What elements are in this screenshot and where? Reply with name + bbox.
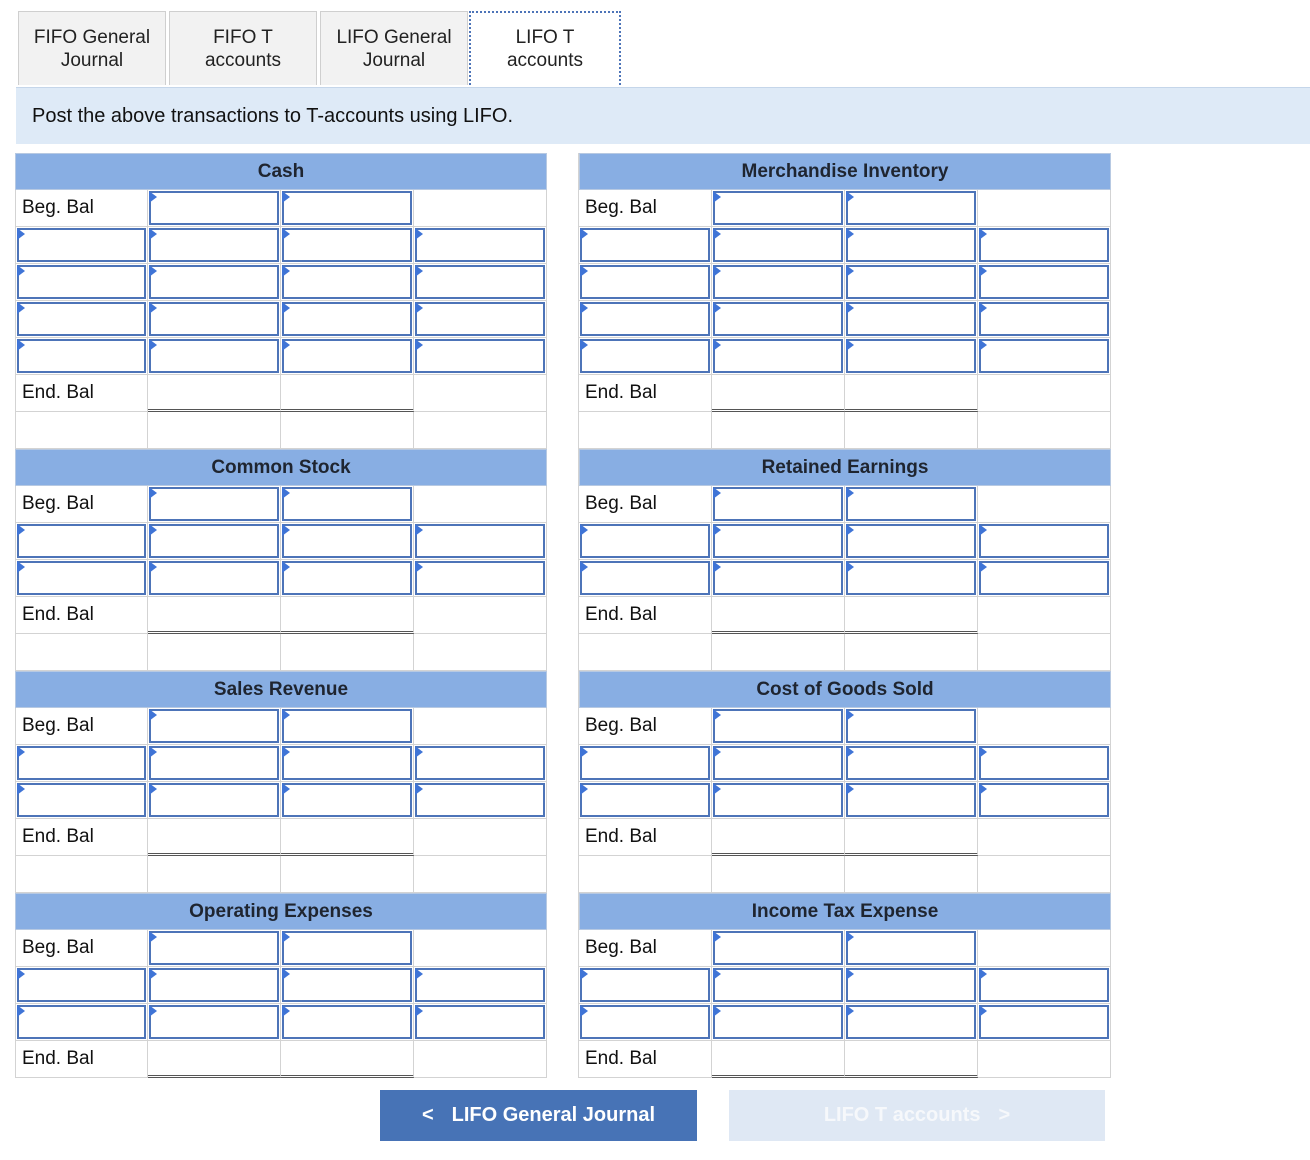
cell-input[interactable] [712, 782, 845, 819]
cell-input[interactable] [281, 264, 414, 301]
end-bal-label: End. Bal [579, 375, 712, 412]
cell-input[interactable] [15, 227, 148, 264]
end-bal-cell [281, 1041, 414, 1078]
end-bal-cell [148, 819, 281, 856]
tab-lifo-general-journal[interactable] [320, 11, 468, 85]
cell-input[interactable] [148, 264, 281, 301]
cell-input[interactable] [845, 967, 978, 1004]
end-bal-cell [712, 819, 845, 856]
cell-input[interactable] [281, 523, 414, 560]
cell-input[interactable] [15, 264, 148, 301]
cell-input[interactable] [978, 523, 1111, 560]
cell-input[interactable] [579, 1004, 712, 1041]
end-bal-label: End. Bal [579, 597, 712, 634]
end-bal-label: End. Bal [15, 1041, 148, 1078]
cell-input[interactable] [978, 560, 1111, 597]
end-bal-label: End. Bal [15, 597, 148, 634]
cell-input[interactable] [414, 523, 547, 560]
end-bal-cell [712, 375, 845, 412]
account-header-sales-revenue: Sales Revenue [15, 671, 547, 708]
cell-input[interactable] [281, 1004, 414, 1041]
instruction-text: Post the above transactions to T-accounts using LIFO. [16, 87, 1310, 144]
beg-bal-label: Beg. Bal [15, 190, 148, 227]
tab-fifo-general-journal[interactable] [18, 11, 166, 85]
cell-input[interactable] [414, 338, 547, 375]
end-bal-cell [148, 1041, 281, 1078]
cell-input[interactable] [281, 930, 414, 967]
cell-input[interactable] [15, 782, 148, 819]
cell-input[interactable] [281, 745, 414, 782]
cell-input[interactable] [148, 782, 281, 819]
cell-input[interactable] [845, 301, 978, 338]
cell-input[interactable] [579, 301, 712, 338]
next-lifo-t-accounts-button [729, 1090, 1105, 1141]
cell-input[interactable] [148, 1004, 281, 1041]
cell-input[interactable] [148, 486, 281, 523]
cell-input[interactable] [845, 560, 978, 597]
cell-input[interactable] [845, 930, 978, 967]
cell-input[interactable] [414, 745, 547, 782]
cell-input[interactable] [281, 227, 414, 264]
cell-input[interactable] [148, 301, 281, 338]
end-bal-cell [148, 597, 281, 634]
cell-input[interactable] [15, 301, 148, 338]
cell-input[interactable] [148, 523, 281, 560]
end-bal-label: End. Bal [579, 819, 712, 856]
cell-input[interactable] [845, 745, 978, 782]
cell-input[interactable] [414, 782, 547, 819]
cell-input[interactable] [978, 745, 1111, 782]
cell-input[interactable] [978, 1004, 1111, 1041]
cell-input[interactable] [845, 264, 978, 301]
tab-lifo-t-accounts[interactable] [469, 11, 621, 85]
tab-label: LIFO General Journal [336, 26, 452, 71]
end-bal-cell [845, 1041, 978, 1078]
cell-input[interactable] [579, 560, 712, 597]
cell-input[interactable] [15, 1004, 148, 1041]
cell-input[interactable] [845, 227, 978, 264]
cell-input[interactable] [414, 227, 547, 264]
t-accounts-grid [15, 153, 1111, 1078]
next-button-label: LIFO T accounts [823, 1104, 981, 1126]
beg-bal-label: Beg. Bal [579, 708, 712, 745]
cell-input[interactable] [148, 190, 281, 227]
cell-input[interactable] [712, 301, 845, 338]
cell-input[interactable] [148, 930, 281, 967]
cell-input[interactable] [148, 227, 281, 264]
cell-input[interactable] [281, 967, 414, 1004]
end-bal-cell [845, 597, 978, 634]
cell-input[interactable] [845, 190, 978, 227]
end-bal-label: End. Bal [15, 819, 148, 856]
end-bal-cell [148, 375, 281, 412]
cell-input[interactable] [15, 523, 148, 560]
cell-input[interactable] [15, 560, 148, 597]
account-header-common-stock: Common Stock [15, 449, 547, 486]
cell-input[interactable] [579, 967, 712, 1004]
cell-input[interactable] [148, 708, 281, 745]
cell-input[interactable] [148, 745, 281, 782]
cell-input[interactable] [845, 338, 978, 375]
end-bal-label: End. Bal [15, 375, 148, 412]
cell-input[interactable] [579, 523, 712, 560]
account-header-cost-of-goods-sold: Cost of Goods Sold [579, 671, 1111, 708]
account-header-income-tax-expense: Income Tax Expense [579, 893, 1111, 930]
end-bal-cell [712, 1041, 845, 1078]
cell-input[interactable] [712, 560, 845, 597]
chevron-left-icon: < [421, 1104, 434, 1126]
end-bal-cell [281, 597, 414, 634]
cell-input[interactable] [845, 523, 978, 560]
tab-label: FIFO General Journal [33, 26, 151, 71]
cell-input[interactable] [281, 560, 414, 597]
cell-input[interactable] [281, 782, 414, 819]
cell-input[interactable] [712, 523, 845, 560]
cell-input[interactable] [978, 967, 1111, 1004]
cell-input[interactable] [579, 338, 712, 375]
cell-input[interactable] [978, 227, 1111, 264]
cell-input[interactable] [712, 967, 845, 1004]
account-header-retained-earnings: Retained Earnings [579, 449, 1111, 486]
tab-label: LIFO T accounts [506, 27, 584, 71]
cell-input[interactable] [978, 782, 1111, 819]
beg-bal-label: Beg. Bal [579, 190, 712, 227]
cell-input[interactable] [712, 264, 845, 301]
cell-input[interactable] [978, 301, 1111, 338]
cell-input[interactable] [414, 560, 547, 597]
cell-input[interactable] [281, 190, 414, 227]
cell-input[interactable] [579, 782, 712, 819]
beg-bal-label: Beg. Bal [579, 930, 712, 967]
cell-input[interactable] [148, 560, 281, 597]
beg-bal-label: Beg. Bal [15, 930, 148, 967]
cell-input[interactable] [845, 708, 978, 745]
cell-input[interactable] [712, 930, 845, 967]
cell-input[interactable] [281, 708, 414, 745]
cell-input[interactable] [845, 782, 978, 819]
cell-input[interactable] [712, 708, 845, 745]
cell-input[interactable] [712, 1004, 845, 1041]
beg-bal-label: Beg. Bal [15, 708, 148, 745]
account-header-cash: Cash [15, 153, 547, 190]
beg-bal-label: Beg. Bal [579, 486, 712, 523]
beg-bal-label: Beg. Bal [15, 486, 148, 523]
cell-input[interactable] [414, 1004, 547, 1041]
end-bal-cell [281, 819, 414, 856]
cell-input[interactable] [712, 227, 845, 264]
cell-input[interactable] [579, 264, 712, 301]
prev-button-label: LIFO General Journal [451, 1104, 656, 1126]
cell-input[interactable] [15, 745, 148, 782]
cell-input[interactable] [579, 227, 712, 264]
cell-input[interactable] [281, 338, 414, 375]
prev-lifo-general-journal-button[interactable] [380, 1090, 697, 1141]
cell-input[interactable] [845, 1004, 978, 1041]
end-bal-cell [845, 375, 978, 412]
cell-input[interactable] [712, 486, 845, 523]
chevron-right-icon: > [998, 1104, 1011, 1126]
cell-input[interactable] [15, 967, 148, 1004]
end-bal-cell [845, 819, 978, 856]
tab-label: FIFO T accounts [204, 26, 282, 71]
cell-input[interactable] [978, 264, 1111, 301]
cell-input[interactable] [15, 338, 148, 375]
cell-input[interactable] [414, 967, 547, 1004]
account-header-operating-expenses: Operating Expenses [15, 893, 547, 930]
cell-input[interactable] [414, 264, 547, 301]
end-bal-cell [712, 597, 845, 634]
cell-input[interactable] [148, 338, 281, 375]
cell-input[interactable] [845, 486, 978, 523]
cell-input[interactable] [579, 745, 712, 782]
tab-fifo-t-accounts[interactable] [169, 11, 317, 85]
cell-input[interactable] [712, 190, 845, 227]
end-bal-label: End. Bal [579, 1041, 712, 1078]
end-bal-cell [281, 375, 414, 412]
account-header-merchandise-inventory: Merchandise Inventory [579, 153, 1111, 190]
cell-input[interactable] [281, 486, 414, 523]
cell-input[interactable] [281, 301, 414, 338]
cell-input[interactable] [978, 338, 1111, 375]
cell-input[interactable] [712, 338, 845, 375]
cell-input[interactable] [712, 745, 845, 782]
cell-input[interactable] [414, 301, 547, 338]
cell-input[interactable] [148, 967, 281, 1004]
